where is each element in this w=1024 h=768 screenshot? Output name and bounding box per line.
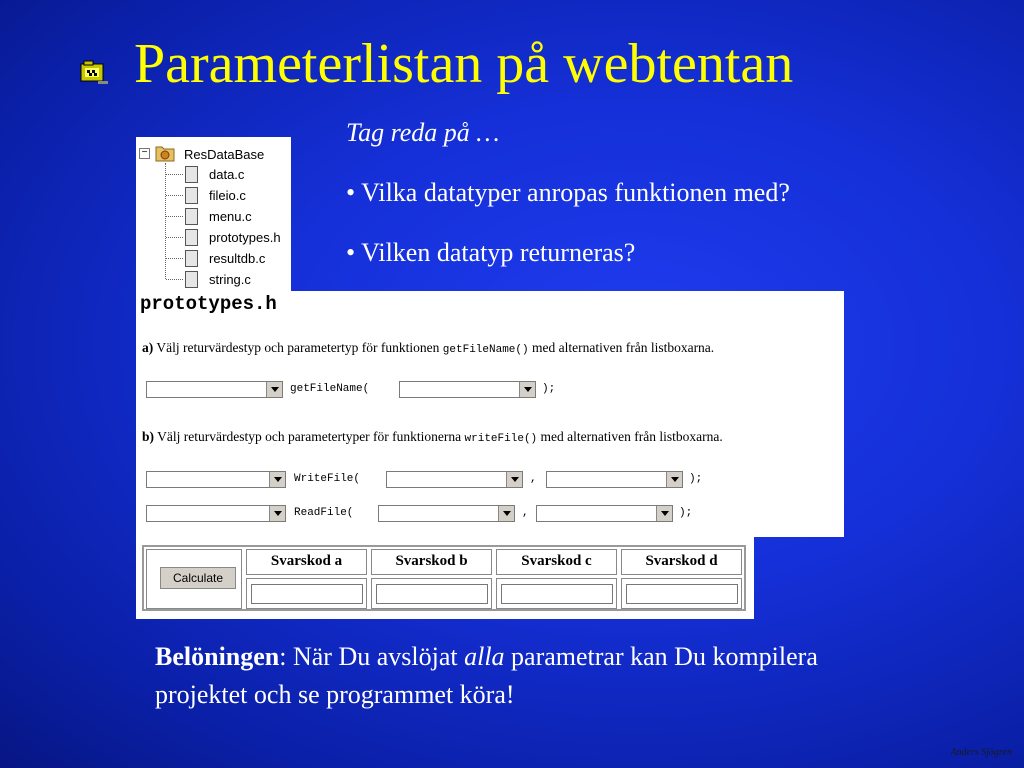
question-a-func: getFileName() <box>442 344 529 356</box>
form-header: prototypes.h <box>140 293 277 315</box>
file-icon <box>185 166 198 183</box>
writefile-param2-select[interactable] <box>546 471 683 488</box>
prototype-form <box>136 291 844 537</box>
answer-input-c[interactable] <box>501 584 613 604</box>
file-icon <box>185 229 198 246</box>
writefile-comma: , <box>530 473 537 485</box>
writefile-code: WriteFile( <box>294 473 361 485</box>
answer-cell-b <box>371 578 492 609</box>
file-icon <box>185 250 198 267</box>
answer-input-a[interactable] <box>251 584 363 604</box>
header-svarskod-c: Svarskod c <box>496 549 617 575</box>
question-a-tail: med alternativen från listboxarna. <box>532 340 715 355</box>
question-a-text: Välj returvärdestyp och parametertyp för funktionen <box>156 340 440 355</box>
folder-bullet-icon <box>80 58 110 88</box>
intro-text: Tag reda på … <box>346 118 500 147</box>
tree-file-string[interactable]: string.c <box>209 272 251 287</box>
writefile-param1-select[interactable] <box>386 471 523 488</box>
tree-file-prototypes[interactable]: prototypes.h <box>209 230 281 245</box>
header-svarskod-d: Svarskod d <box>621 549 742 575</box>
question-a <box>142 340 714 356</box>
button-cell <box>146 549 242 609</box>
dropdown-arrow-icon[interactable] <box>519 382 535 397</box>
tree-file-menu[interactable]: menu.c <box>209 209 252 224</box>
dropdown-arrow-icon[interactable] <box>266 382 282 397</box>
header-svarskod-b: Svarskod b <box>371 549 492 575</box>
database-folder-icon <box>154 143 176 163</box>
tree-file-fileio[interactable]: fileio.c <box>209 188 246 203</box>
answer-cell-a <box>246 578 367 609</box>
reward-colon: : När Du avslöjat <box>279 642 465 671</box>
tree-file-data[interactable]: data.c <box>209 167 245 182</box>
writefile-close: ); <box>689 473 703 485</box>
project-tree <box>136 137 291 292</box>
dropdown-arrow-icon[interactable] <box>656 506 672 521</box>
tree-file-resultdb[interactable]: resultdb.c <box>209 251 266 266</box>
getfilename-param-select[interactable] <box>399 381 536 398</box>
getfilename-close: ); <box>542 383 556 395</box>
reward-text <box>155 638 915 714</box>
answer-input-b[interactable] <box>376 584 488 604</box>
bullet-return-type: • Vilken datatyp returneras? <box>346 238 636 267</box>
question-b-func: writeFile() <box>464 433 538 445</box>
writefile-return-select[interactable] <box>146 471 286 488</box>
results-table <box>136 537 754 619</box>
question-b-text: Välj returvärdestyp och parametertyper för funktionerna <box>157 429 462 444</box>
answer-cell-c <box>496 578 617 609</box>
calculate-button[interactable]: Calculate <box>160 567 236 589</box>
author-credit: Anders Sjögren <box>950 747 1012 758</box>
file-icon <box>185 208 198 225</box>
readfile-code: ReadFile( <box>294 507 354 519</box>
readfile-comma: , <box>522 507 529 519</box>
dropdown-arrow-icon[interactable] <box>269 472 285 487</box>
question-b-tail: med alternativen från listboxarna. <box>540 429 723 444</box>
dropdown-arrow-icon[interactable] <box>666 472 682 487</box>
answer-cell-d <box>621 578 742 609</box>
dropdown-arrow-icon[interactable] <box>506 472 522 487</box>
readfile-close: ); <box>679 507 693 519</box>
slide-title: Parameterlistan på webtentan <box>134 33 794 95</box>
reward-rest: parametrar kan Du kompilera projektet och se programmet köra! <box>155 642 818 709</box>
file-icon <box>185 187 198 204</box>
answer-input-d[interactable] <box>626 584 738 604</box>
reward-emphasis: alla <box>464 642 505 671</box>
getfilename-return-select[interactable] <box>146 381 283 398</box>
question-b <box>142 429 723 445</box>
reward-bold: Belöningen <box>155 642 280 671</box>
question-b-label: b) <box>142 429 155 444</box>
getfilename-code: getFileName( <box>290 383 370 395</box>
readfile-param2-select[interactable] <box>536 505 673 522</box>
readfile-return-select[interactable] <box>146 505 286 522</box>
results-frame <box>142 545 746 611</box>
readfile-param1-select[interactable] <box>378 505 515 522</box>
header-svarskod-a: Svarskod a <box>246 549 367 575</box>
file-icon <box>185 271 198 288</box>
collapse-toggle-icon[interactable]: − <box>139 148 150 159</box>
dropdown-arrow-icon[interactable] <box>498 506 514 521</box>
bullet-datatypes: • Vilka datatyper anropas funktionen med? <box>346 178 790 207</box>
dropdown-arrow-icon[interactable] <box>269 506 285 521</box>
tree-root-label[interactable]: ResDataBase <box>184 147 265 162</box>
question-a-label: a) <box>142 340 154 355</box>
